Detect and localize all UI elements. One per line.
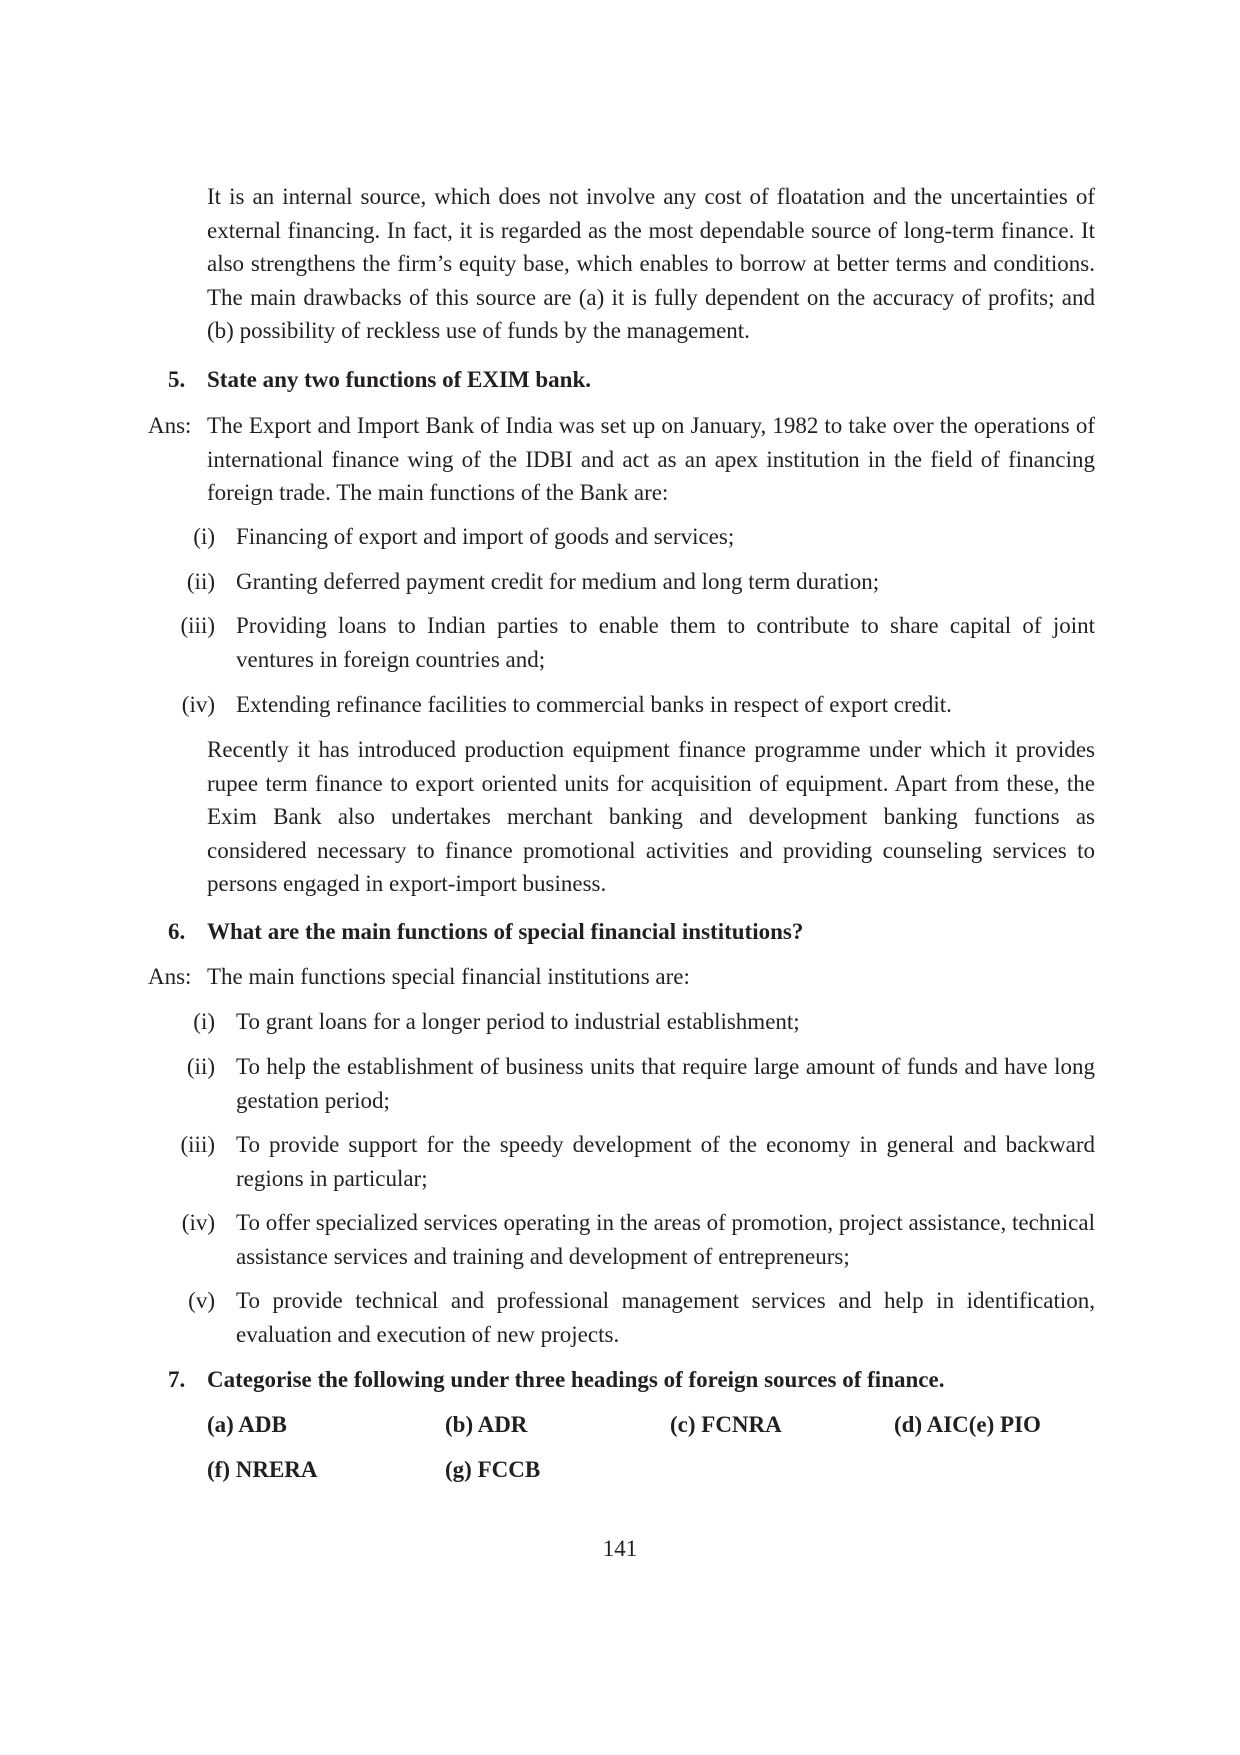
question-6-text: What are the main functions of special financial institutions? <box>207 919 804 944</box>
question-7-text: Categorise the following under three headings of foreign sources of finance. <box>207 1367 945 1392</box>
option-item: (b) ADR <box>445 1412 528 1437</box>
list-text: To help the establishment of business units that require large amount of funds and have long gestation period; <box>236 1054 1095 1113</box>
option-item: (d) AIC(e) PIO <box>894 1412 1041 1437</box>
list-text: Financing of export and import of goods and services; <box>236 524 735 549</box>
answer-6-intro: The main functions special financial institutions are: <box>207 964 690 989</box>
answer-6-label: Ans: <box>148 964 192 989</box>
question-5 <box>168 363 1098 397</box>
question-5-number: 5. <box>168 367 186 392</box>
option-item: (c) FCNRA <box>670 1412 782 1437</box>
question-5-text: State any two functions of EXIM bank. <box>207 367 592 392</box>
list-marker: (iv) <box>181 1210 215 1235</box>
list-marker: (iv) <box>181 692 215 717</box>
option-item: (a) ADB <box>207 1412 287 1437</box>
list-text: Providing loans to Indian parties to enable them to contribute to share capital of joint ventures in foreign countries and; <box>236 613 1095 672</box>
list-marker: (iii) <box>180 1132 215 1157</box>
list-marker: (i) <box>193 524 215 549</box>
answer-5-label: Ans: <box>148 413 192 438</box>
list-marker: (v) <box>188 1288 215 1313</box>
option-item: (f) NRERA <box>207 1457 318 1482</box>
intro-paragraph: It is an internal source, which does not involve any cost of floatation and the uncertainties of external financing. In fact, it is regarded as the most dependable source of long-term finance. It also strengthens the firm’s equity base, which enables to borrow at better terms and conditions. The main drawbacks of this source are (a) it is fully dependent on the accuracy of profits; and (b) possibility of reckless use of funds by the management. <box>207 184 1095 343</box>
page-number: 141 <box>602 1536 638 1561</box>
list-marker: (ii) <box>186 1054 215 1079</box>
list-text: To grant loans for a longer period to industrial establishment; <box>236 1009 800 1034</box>
list-text: Extending refinance facilities to commercial banks in respect of export credit. <box>236 692 952 717</box>
list-text: To provide technical and professional management services and help in identification, evaluation and execution of new projects. <box>236 1288 1095 1347</box>
list-marker: (i) <box>193 1009 215 1034</box>
list-marker: (ii) <box>186 569 215 594</box>
question-6-number: 6. <box>168 919 186 944</box>
list-text: To provide support for the speedy development of the economy in general and backward regions in particular; <box>236 1132 1095 1191</box>
question-7-number: 7. <box>168 1367 186 1392</box>
question-7 <box>168 1363 1098 1397</box>
answer-5-intro: The Export and Import Bank of India was set up on January, 1982 to take over the operations of international finance wing of the IDBI and act as an apex institution in the field of financing foreign trade. The main functions of the Bank are: <box>207 413 1095 505</box>
question-6 <box>168 915 1098 949</box>
list-text: To offer specialized services operating in the areas of promotion, project assistance, technical assistance services and training and development of entrepreneurs; <box>236 1210 1095 1269</box>
option-item: (g) FCCB <box>445 1457 541 1482</box>
list-marker: (iii) <box>180 613 215 638</box>
answer-5-closing-paragraph: Recently it has introduced production equipment finance programme under which it provides rupee term finance to export oriented units for acquisition of equipment. Apart from these, the Exim Bank also undertakes merchant banking and development banking functions as considered necessary to finance promotional activities and providing counseling services to persons engaged in export-import business. <box>207 737 1095 896</box>
list-text: Granting deferred payment credit for medium and long term duration; <box>236 569 880 594</box>
